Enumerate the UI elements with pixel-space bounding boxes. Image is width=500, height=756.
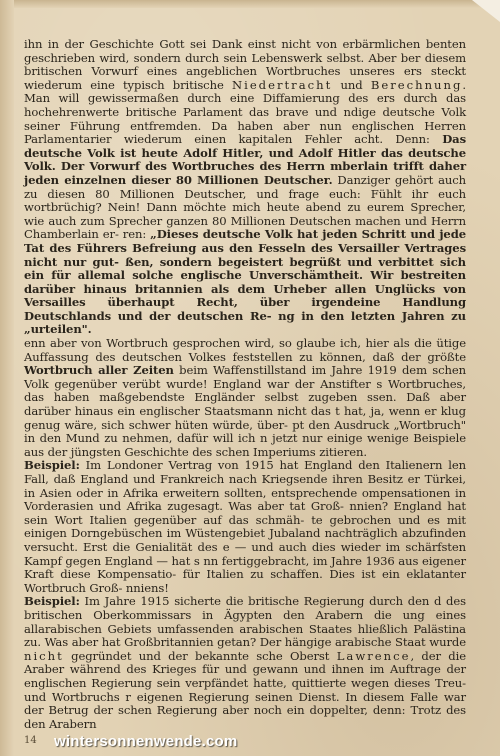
body-text: enn aber von Wortbruch gesprochen wird, so glaube ich, hier als die ütige Auffassung des deutschen Volkes feststellen zu können, daß der größte (24, 336, 466, 364)
spaced-text: Berechnung (370, 77, 463, 92)
body-text: ihn in der Geschichte Gott sei Dank einst nicht von erbärmlichen benten geschrieben wird, sondern durch sein Lebenswerk selbst. Aber ber diesem britischen Vorwurf eines angeblichen Wortbruches unseres ers steckt wiederum eine typisch britische (24, 37, 466, 92)
body-text: Im Jahre 1915 sicherte die britische Regierung durch den d des britischen Oberkommissars in Ägypten den Arabern die ung eines allarabischen Gebiets umfassenden arabischen Staates hließlich Palästina zu. Was aber hat Großbritannien getan? Der hängige arabische Staat wurde (24, 594, 466, 650)
spaced-text: Lawrence (336, 648, 411, 663)
watermark-logo: wintersonnenwende.com (54, 733, 238, 750)
corner-tear (472, 0, 500, 22)
body-text: beim Waffenstillstand im Jahre 1919 dem schen Volk gegenüber verübt wurde! England war der Anstifter s Wortbruches, das haben maßgebendste Engländer selbst zugeben ssen. Daß aber darüber hinaus ein englischer Staatsmann nicht das t hat, ja, wenn er klug genug wäre, sich schwer hüten würde, über- pt den Ausdruck „Wortbruch" in den Mund zu nehmen, dafür will ich n jetzt nur einige wenige Beispiele aus der jüngsten Geschichte des schen Imperiums zitieren. (24, 363, 466, 459)
paragraph (24, 595, 466, 731)
spaced-text: Niedertracht (231, 77, 333, 92)
bold-text: „Dieses deutsche Volk hat jeden Schritt und jede Tat des Führers Befreiung aus den Fesseln des Versailler Vertrages nicht nur gut- ßen, sondern begeistert begrüßt und verbittet sich ein für allemal solche englische Unverschämtheit. Wir bestreiten darüber hinaus britannien als dem Urheber allen Unglücks von Versailles überhaupt Recht, über irgendeine Handlung Deutschlands und der deutschen Re- ng in den letzten Jahren zu „urteilen". (24, 227, 466, 337)
body-text: gegründet und der bekannte sche Oberst (63, 648, 337, 663)
paragraph (24, 38, 466, 337)
bold-text: Beispiel: (24, 458, 80, 473)
spaced-text: nicht (24, 648, 64, 663)
body-text: Im Londoner Vertrag von 1915 hat England den Italienern len Fall, daß England und Frankreich nach Kriegsende ihren Besitz er Türkei, in Asien oder in Afrika erweitern sollten, entsprechende ompensationen in Vorderasien und Afrika zugesagt. Was aber tat Groß- nnien? England hat sein Wort Italien gegenüber auf das schmäh- te gebrochen und es mit einigen Dorngebüschen im Wüstengebiet Jubaland nachträglich abzufinden versucht. Erst die Genialität des e — und auch dies wieder im schärfsten Kampf gegen England — hat s nn fertiggebracht, im Jahre 1936 aus eigener Kraft diese Kompensatio- für Italien zu schaffen. Dies ist ein eklatanter Wortbruch Groß- nniens! (24, 458, 466, 595)
bold-text: Das deutsche Volk ist heute Adolf Hitler, und Adolf Hitler das deutsche Volk. Der Vorwurf des Wortbruches des Herrn mberlain trifft daher jeden einzelnen dieser 80 Millionen Deutscher. (24, 132, 466, 187)
paragraph (24, 337, 466, 459)
torn-left-edge (0, 0, 14, 756)
document-text (24, 38, 466, 731)
bold-text: Wortbruch aller Zeiten (24, 363, 174, 378)
paragraph (24, 459, 466, 595)
torn-top-edge (0, 0, 500, 8)
page-number: 14 (24, 735, 37, 746)
bold-text: Beispiel: (24, 594, 80, 609)
body-text: und (332, 77, 371, 92)
body-text: , der die Araber während des Krieges für und gewann und ihnen im Auftrage der englischen Regierung sein verpfändet hatte, quittierte wegen dieses Treu- und Wortbruchs r eigenen Regierung seinen Dienst. In diesem Falle war der Betrug der schen Regierung aber noch ein doppelter, denn: Trotz des den Arabern (24, 648, 466, 731)
body-text: . Man will gewissermaßen durch eine Diffamierung des ers durch das hochehrenwerte britische Parlament das brave und ndige deutsche Volk seiner Führung entfremden. Da haben aber nun englischen Herren Parlamentarier wiederum einen kapitalen Fehler acht. Denn: (24, 77, 466, 147)
body-text: Danziger gehört auch zu diesen 80 Millionen Deutscher, und frage euch: Fühlt ihr euch wortbrüchig? Nein! Dann möchte mich heute abend zu eurem Sprecher, wie auch zum Sprecher ganzen 80 Millionen Deutschen machen und Herrn Chamberlain er- ren: (24, 172, 467, 242)
